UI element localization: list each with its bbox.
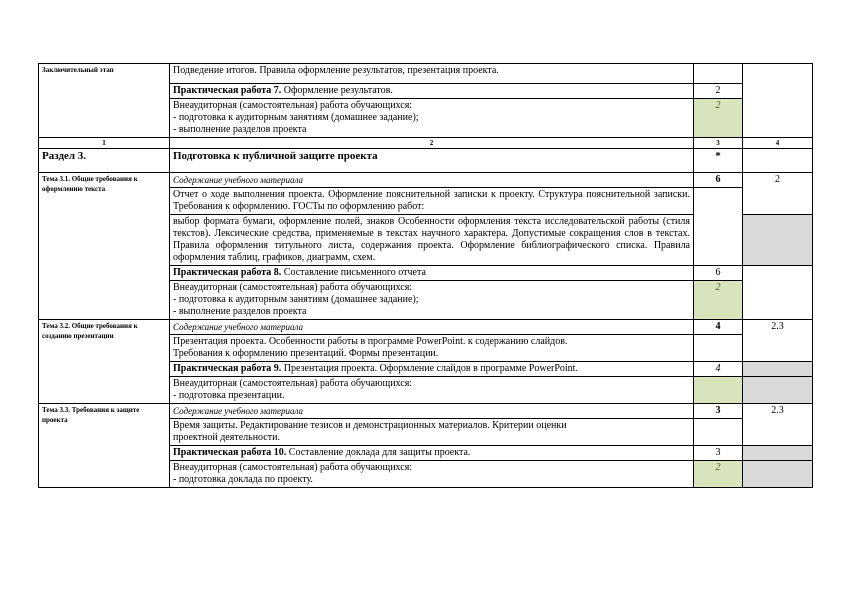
- practical-work-8: Практическая работа 8. Составление письменного отчета: [170, 266, 694, 281]
- topic-3-1-level: 2: [743, 173, 813, 215]
- practical-work-8-hours: 6: [694, 266, 743, 281]
- topic-3-3-content-label: Содержание учебного материала: [170, 404, 694, 419]
- topic-3-3-hours: 3: [694, 404, 743, 419]
- topic-3-2-title: Тема 3.2. Общие требования к созданию презентации: [39, 320, 170, 404]
- topic-3-3-text-hours: [694, 419, 743, 446]
- topic-3-2-hours: 4: [694, 320, 743, 335]
- practical-work-10-level: [743, 446, 813, 461]
- topic-3-3-level: 2.3: [743, 404, 813, 446]
- independent-work: Внеаудиторная (самостоятельная) работа обучающихся: - подготовка к аудиторным занятиям (домашнее задание); - выполнение разделов проекта: [170, 99, 694, 138]
- practical-work-7: Практическая работа 7. Оформление результатов.: [170, 84, 694, 99]
- curriculum-table: [38, 63, 813, 488]
- topic-3-2-text-hours: [694, 335, 743, 362]
- topic-3-1-text-hours: [694, 188, 743, 266]
- topic-3-2-text: Презентация проекта. Особенности работы в программе PowerPoint. к содержанию слайдов. Требования к оформлению презентаций. Формы презентации.: [170, 335, 694, 362]
- practical-work-9: Практическая работа 9. Презентация проекта. Оформление слайдов в программе PowerPoint.: [170, 362, 694, 377]
- col-number-2: 2: [170, 138, 694, 149]
- stage-text: Подведение итогов. Правила оформление результатов, презентация проекта.: [170, 64, 694, 84]
- topic-3-1-title: Тема 3.1. Общие требования к оформлению текста: [39, 173, 170, 320]
- topic-3-2-independent-hours: [694, 377, 743, 404]
- stage-hours: [694, 64, 743, 84]
- topic-3-3-text: Время защиты. Редактирование тезисов и демонстрационных материалов. Критерии оценки проектной деятельности.: [170, 419, 694, 446]
- independent-work-hours: 2: [694, 99, 743, 138]
- practical-work-9-hours: 4: [694, 362, 743, 377]
- col-number-1: 1: [39, 138, 170, 149]
- stage-cell: Заключительный этап: [39, 64, 170, 138]
- section-name: Раздел 3.: [39, 149, 170, 173]
- topic-3-1-level-gray: [743, 215, 813, 266]
- section-level: [743, 149, 813, 173]
- topic-3-2-independent-work: Внеаудиторная (самостоятельная) работа обучающихся: - подготовка презентации.: [170, 377, 694, 404]
- topic-3-3-independent-hours: 2: [694, 461, 743, 488]
- topic-3-1-independent-work: Внеаудиторная (самостоятельная) работа обучающихся: - подготовка к аудиторным занятиям (домашнее задание); - выполнение разделов проекта: [170, 281, 694, 320]
- topic-3-1-text: Отчет о ходе выполнения проекта. Оформление пояснительной записки к проекту. Структура пояснительной записки. Требования к оформлению. ГОСТы по оформлению работ:: [170, 188, 694, 215]
- topic-3-2-level: 2.3: [743, 320, 813, 362]
- col-number-4: 4: [743, 138, 813, 149]
- topic-3-1-independent-hours: 2: [694, 281, 743, 320]
- topic-3-3-independent-level: [743, 461, 813, 488]
- col-number-3: 3: [694, 138, 743, 149]
- topic-3-1-content-label: Содержание учебного материала: [170, 173, 694, 188]
- topic-3-3-independent-work: Внеаудиторная (самостоятельная) работа обучающихся: - подготовка доклада по проекту.: [170, 461, 694, 488]
- topic-3-1-text-continued: выбор формата бумаги, оформление полей, знаков Особенности оформления текста исследовательской работы (стиля текстов). Лексические средства, применяемые в текстах научного характера. Допустимые сокращения слов в текстах. Правила оформления титульного листа, содержания проекта. Оформление библиографического списка. Правила оформления таблиц, графиков, диаграмм, схем.: [170, 215, 694, 266]
- topic-3-2-content-label: Содержание учебного материала: [170, 320, 694, 335]
- topic-3-1-hours: 6: [694, 173, 743, 188]
- topic-3-3-title: Тема 3.3. Требования к защите проекта: [39, 404, 170, 488]
- section-title: Подготовка к публичной защите проекта: [170, 149, 694, 173]
- practical-work-10-hours: 3: [694, 446, 743, 461]
- practical-work-9-level: [743, 362, 813, 377]
- stage-level: [743, 64, 813, 138]
- section-hours: *: [694, 149, 743, 173]
- topic-3-2-independent-level: [743, 377, 813, 404]
- practical-work-10: Практическая работа 10. Составление доклада для защиты проекта.: [170, 446, 694, 461]
- practical-work-7-hours: 2: [694, 84, 743, 99]
- practical-work-8-level: [743, 266, 813, 320]
